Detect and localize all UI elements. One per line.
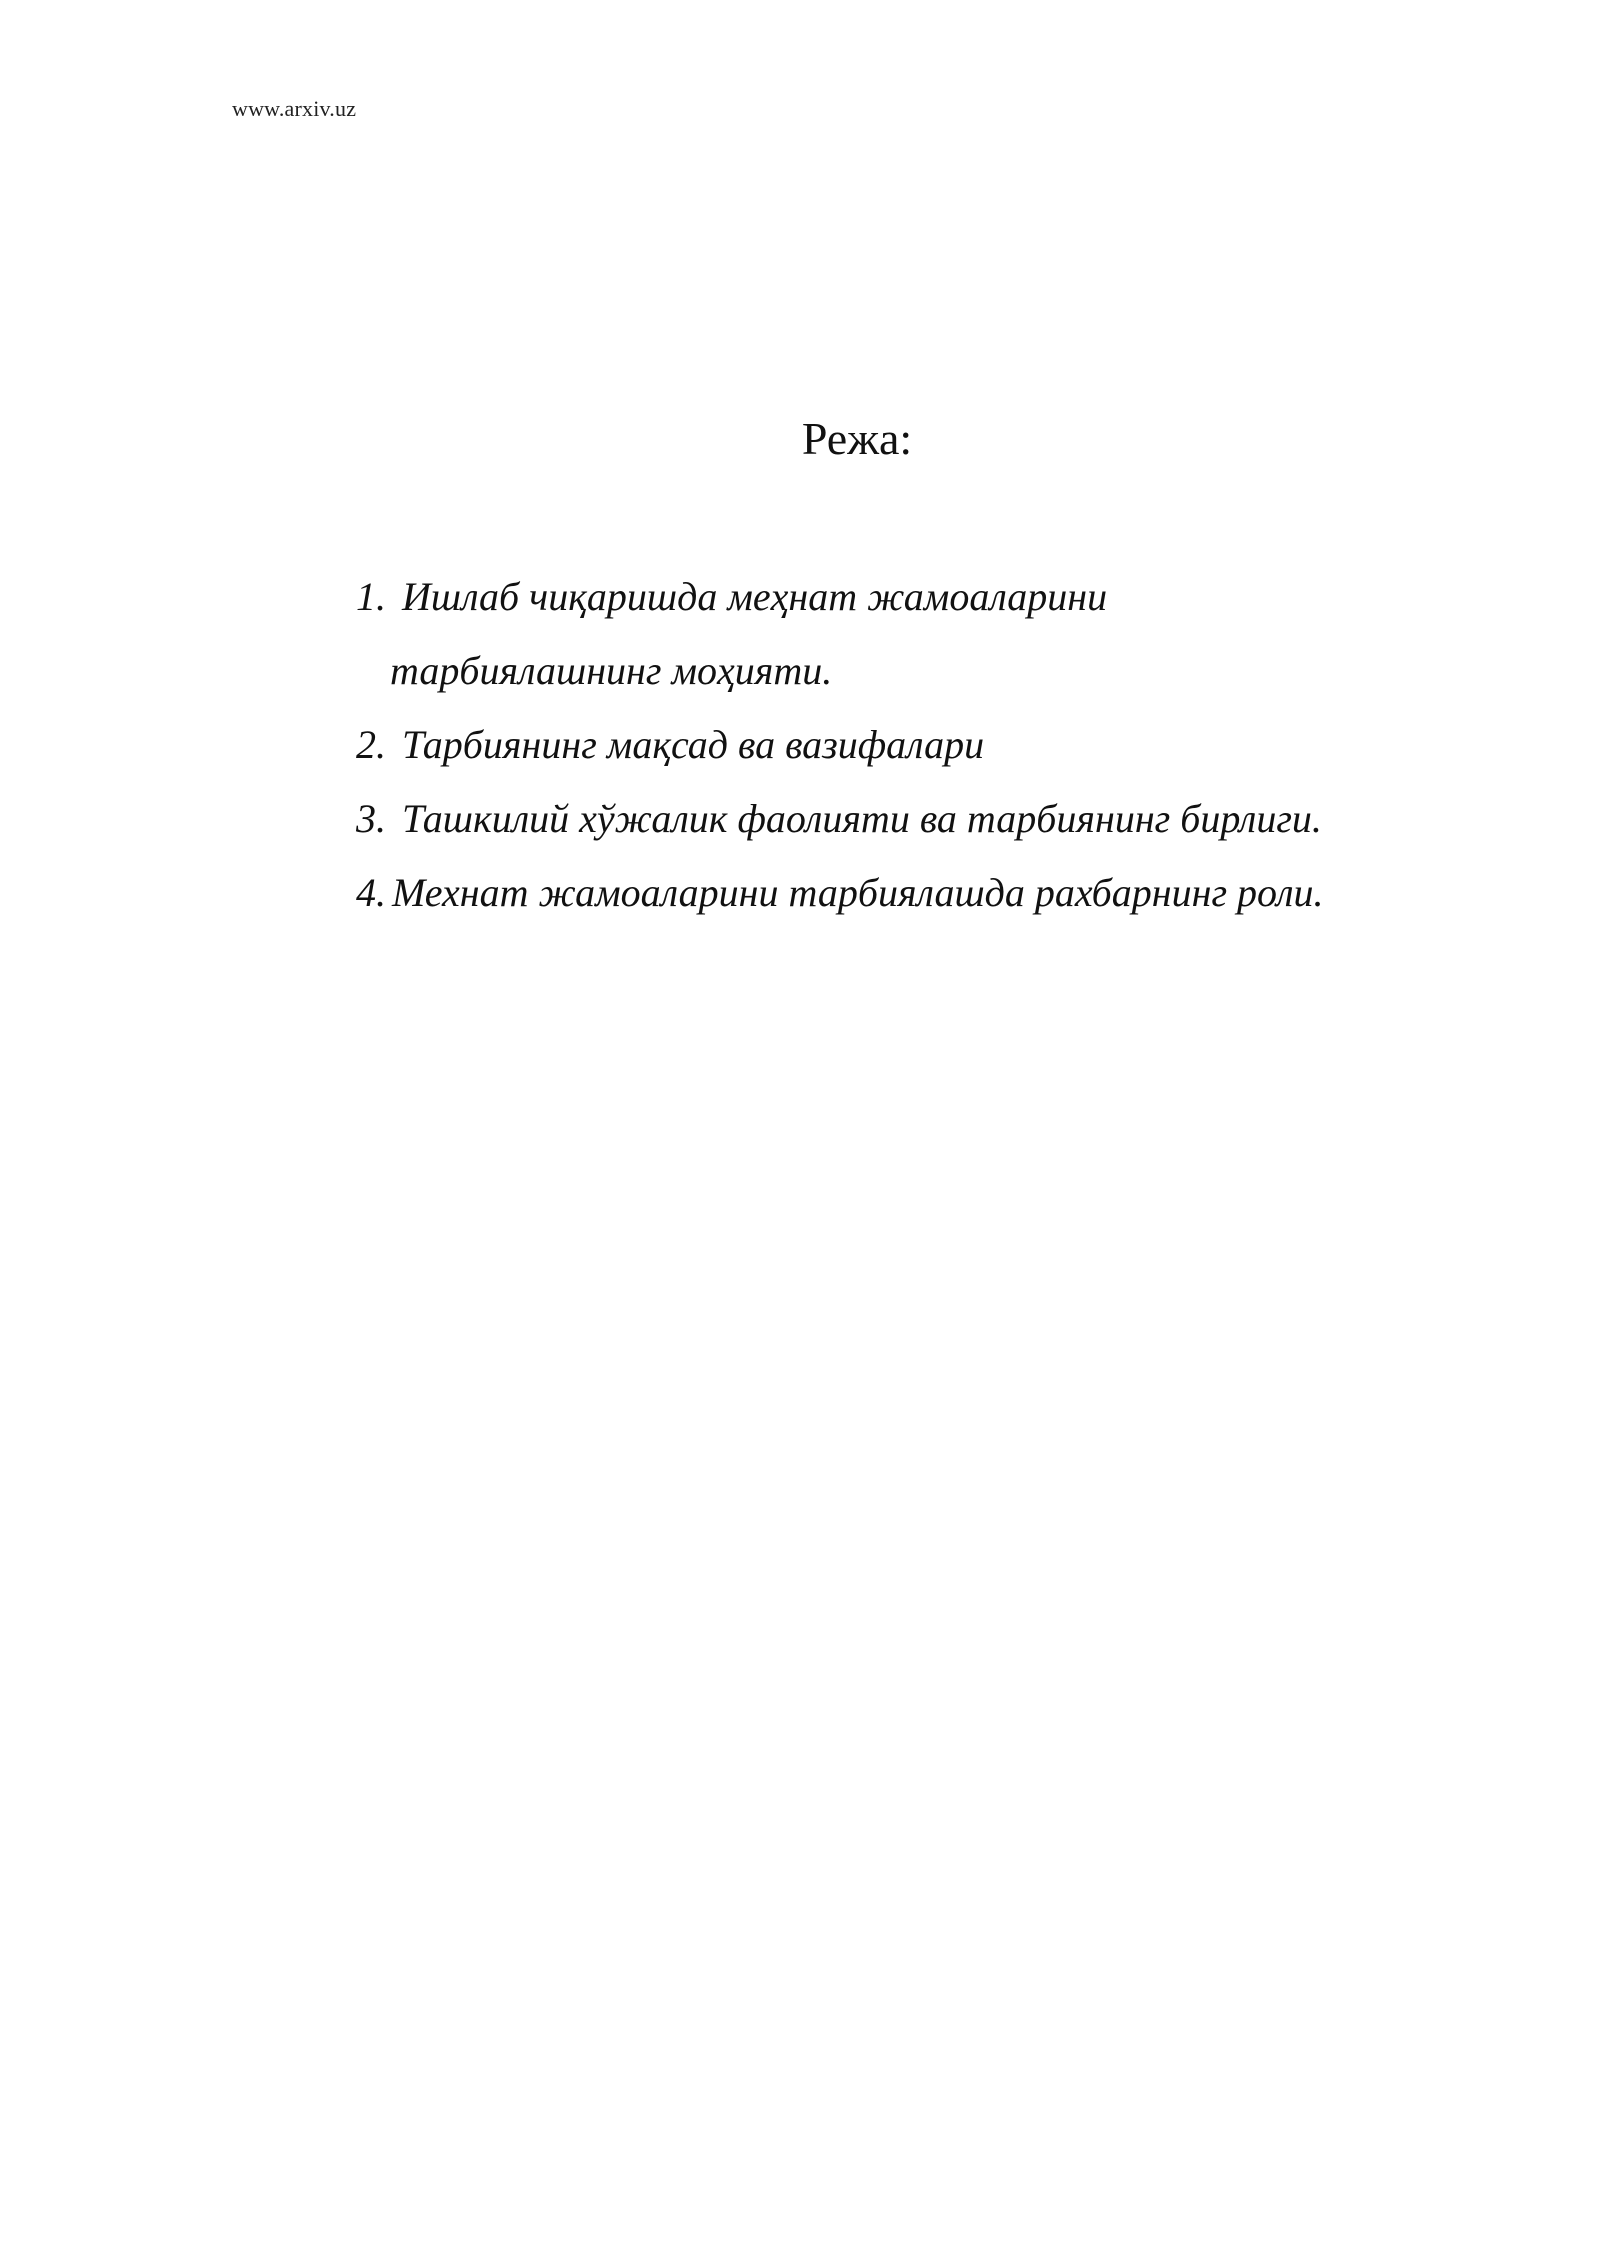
- plan-title: Режа:: [801, 413, 913, 464]
- plan-item-text: Мехнат жамоаларини тарбиялашда рахбарнинг роли.: [392, 870, 1324, 915]
- plan-item-text: Тарбиянинг мақсад ва вазифалари: [402, 722, 985, 767]
- plan-item-text: Ишлаб чиқаришда меҳнат жамоаларини: [402, 574, 1108, 619]
- plan-item-number: 2.: [356, 722, 386, 767]
- plan-item-number: 3.: [356, 796, 386, 841]
- plan-item-number: 4.: [356, 870, 386, 915]
- plan-list: [356, 560, 1536, 930]
- plan-item-text: Ташкилий хўжалик фаолияти ва тарбиянинг бирлиги.: [402, 796, 1322, 841]
- plan-item-3: [356, 782, 1536, 856]
- plan-item-number: 1.: [356, 574, 386, 619]
- plan-item-4: [356, 856, 1536, 930]
- plan-item-text-continuation: тарбиялашнинг моҳияти.: [390, 648, 833, 693]
- plan-item-2: [356, 708, 1536, 782]
- plan-item-1: [356, 560, 1536, 708]
- header-url: www.arxiv.uz: [232, 96, 357, 121]
